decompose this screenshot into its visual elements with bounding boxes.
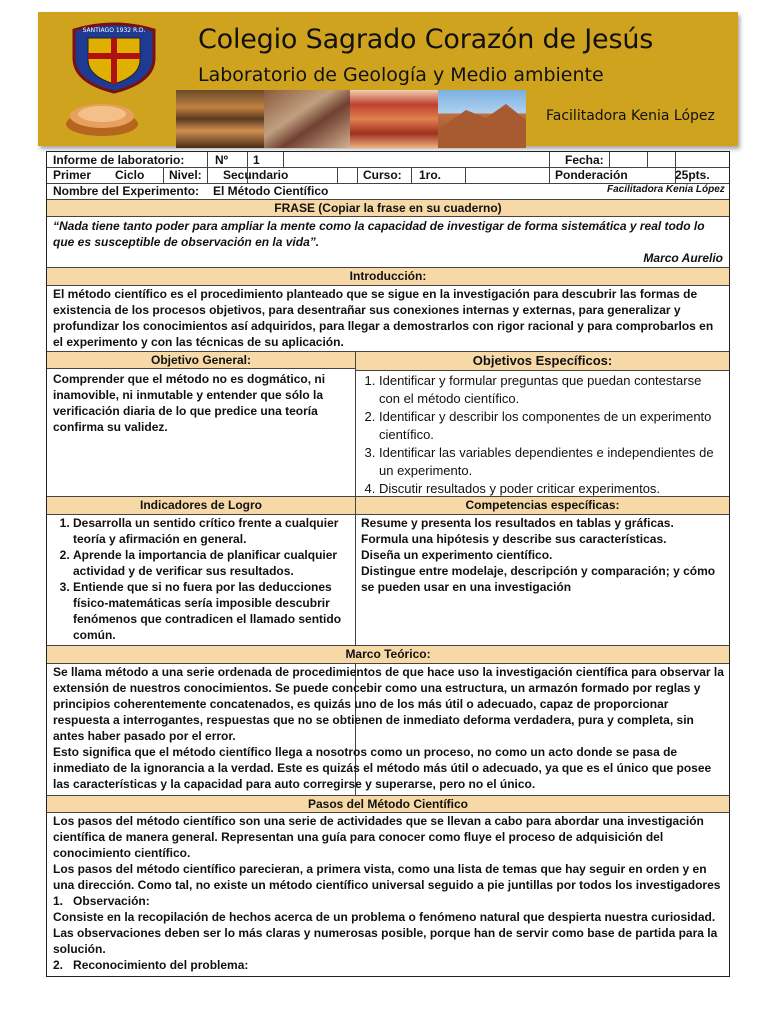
objetivo-especifico-4: 4. Discutir resultados y poder criticar experimentos. bbox=[379, 480, 725, 498]
frase-heading: FRASE (Copiar la frase en su cuaderno) bbox=[47, 200, 729, 216]
ponderacion-label: Ponderación bbox=[555, 168, 628, 182]
competencia-1: Resume y presenta los resultados en tablas y gráficas. bbox=[361, 516, 674, 530]
experiment-label: Nombre del Experimento: bbox=[53, 184, 200, 198]
pasos-paragraph-2: Los pasos del método científico parecieran, a primera vista, como una lista de temas que hay seguir en orden y en una dirección. Como tal, no existe un método científico universal seguido a pie juntillas por todos los investigadores bbox=[53, 862, 721, 892]
step-1-title: Observación: bbox=[73, 894, 150, 908]
objetivo-general-heading: Objetivo General: bbox=[47, 352, 355, 368]
marco-heading: Marco Teórico: bbox=[47, 646, 729, 663]
frase-quote: “Nada tiene tanto poder para ampliar la mente como la capacidad de investigar de forma sistemática y real todo lo que es susceptible de observación en la vida”. bbox=[53, 219, 705, 249]
school-crest-icon bbox=[68, 20, 160, 94]
competencia-4: Distingue entre modelaje, descripción y comparación; y cómo se pueden usar en una investigación bbox=[361, 564, 716, 594]
petri-dish-icon bbox=[64, 94, 140, 138]
objetivo-especifico-1: 1. Identificar y formular preguntas que puedan contestarse con el método científico. bbox=[379, 372, 725, 408]
curso-label: Curso: bbox=[363, 168, 402, 182]
objetivos-especificos-list bbox=[359, 372, 725, 498]
number-value: 1 bbox=[253, 153, 260, 167]
indicador-3: 3. Entiende que si no fuera por las deducciones físico-matemáticas sería imposible descubrir fenómenos que contradicen el llamado sentido común. bbox=[73, 579, 349, 643]
step-1-number: 1. bbox=[53, 894, 64, 908]
objetivos-especificos-heading: Objetivos Específicos: bbox=[356, 352, 729, 370]
step-2-heading bbox=[53, 957, 725, 973]
competencias-heading: Competencias específicas: bbox=[356, 497, 729, 514]
experiment-value: El Método Científico bbox=[213, 184, 329, 198]
school-title: Colegio Sagrado Corazón de Jesús bbox=[198, 24, 654, 55]
indicadores-heading: Indicadores de Logro bbox=[47, 497, 355, 514]
number-label: Nº bbox=[215, 153, 229, 167]
objetivo-especifico-2: 2. Identificar y describir los componentes de un experimento científico. bbox=[379, 408, 725, 444]
lab-report-table bbox=[46, 151, 730, 977]
objetivo-especifico-3: 3. Identificar las variables dependientes e independientes de un experimento. bbox=[379, 444, 725, 480]
step-2-title: Reconocimiento del problema: bbox=[73, 958, 249, 972]
intro-text: El método científico es el procedimiento planteado que se sigue en la investigación para descubrir las formas de existencia de los procesos objetivos, para desentrañar sus conexiones internas y externas, para generalizar y profundizar los conocimientos así adquiridos, para llegar a demostrarlos con rigor racional y para comprobarlos en el experimento y con las técnicas de su aplicación. bbox=[53, 287, 714, 349]
indicador-2: 2. Aprende la importancia de planificar cualquier actividad y de verificar sus resultados. bbox=[73, 547, 349, 579]
geology-photos bbox=[176, 90, 526, 148]
header-banner bbox=[38, 12, 738, 146]
ciclo-label: Ciclo bbox=[115, 168, 145, 182]
primer-label: Primer bbox=[53, 168, 92, 182]
report-label: Informe de laboratorio: bbox=[53, 153, 185, 167]
competencia-2: Formula una hipótesis y describe sus características. bbox=[361, 532, 667, 546]
pasos-paragraph-1: Los pasos del método científico son una serie de actividades que se llevan a cabo para abordar una investigación científica de manera general. Representan una guía para conocer como fluye el proceso de adquisición del conocimiento científico. bbox=[53, 814, 704, 860]
competencia-3: Diseña un experimento científico. bbox=[361, 548, 553, 562]
competencias-list bbox=[361, 515, 725, 595]
indicadores-list bbox=[53, 515, 349, 643]
ponderacion-value: 25pts. bbox=[675, 168, 710, 182]
indicador-1: 1. Desarrolla un sentido crítico frente a cualquier teoría y afirmación en general. bbox=[73, 515, 349, 547]
date-label: Fecha: bbox=[565, 153, 604, 167]
nivel-label: Nivel: bbox=[169, 168, 202, 182]
marco-paragraph-1: Se llama método a una serie ordenada de procedimientos de que hace uso la investigación científica para observar la extensión de nuestros conocimientos. Se puede concebir como una estructura, un armazón formado por reglas y principios coherentemente concatenados, es quizás uno de los más útil o adecuado, capaz de proporcionar respuesta a interrogantes, respuestas que no se obtienen de inmediato deforma verdadera, pura y completa, sin antes haber pasado por el error. bbox=[53, 665, 724, 743]
frase-author: Marco Aurelio bbox=[643, 251, 723, 265]
facilitator-small: Facilitadora Kenia López bbox=[607, 184, 725, 195]
lab-title: Laboratorio de Geología y Medio ambiente bbox=[198, 64, 604, 86]
step-1-heading bbox=[53, 893, 725, 909]
crest-text: SANTIAGO 1932 R.D. bbox=[82, 27, 146, 34]
intro-heading: Introducción: bbox=[47, 268, 729, 285]
pasos-heading: Pasos del Método Científico bbox=[47, 796, 729, 812]
objetivo-general-text: Comprender que el método no es dogmático, ni inamovible, ni inmutable y entender que sólo la verificación diaria de lo que predice una teoría confirma su validez. bbox=[53, 372, 326, 434]
step-1-text: Consiste en la recopilación de hechos acerca de un problema o fenómeno natural que despierta nuestra curiosidad. Las observaciones deben ser lo más claras y numerosas posible, porque han de servir como base de partida para la solución. bbox=[53, 910, 718, 956]
nivel-value: Secundario bbox=[223, 168, 289, 182]
step-2-number: 2. bbox=[53, 958, 64, 972]
curso-value: 1ro. bbox=[419, 168, 442, 182]
facilitator-name: Facilitadora Kenia López bbox=[546, 108, 715, 124]
marco-paragraph-2: Esto significa que el método científico llega a nosotros como un proceso, no como un acto donde se pasa de inmediato de la ignorancia a la verdad. Este es quizás el método más útil o adecuado, ya que es el único que posee las características y la capacidad para auto corregirse y superarse, pero no el único. bbox=[53, 745, 712, 791]
